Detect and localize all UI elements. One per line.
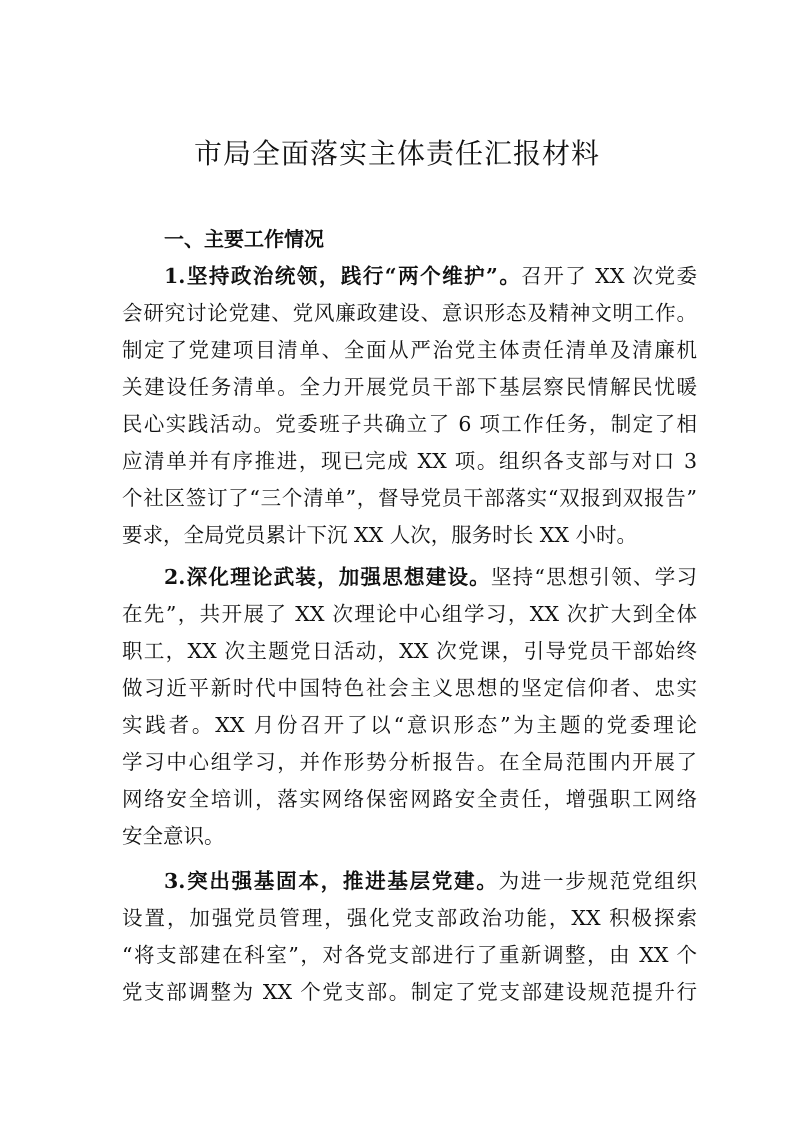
paragraph-text: 为进一步规范党组织: [498, 869, 697, 893]
paragraph-line: 网络安全培训，落实网络保密网路安全责任，增强职工网络: [122, 787, 697, 811]
paragraph-line: 在先”，共开展了 XX 次理论中心组学习，XX 次扩大到全体: [122, 602, 697, 626]
paragraph-line: [164, 864, 697, 898]
paragraph-line: 安全意识。: [122, 824, 225, 848]
paragraph-line: 民心实践活动。党委班子共确立了 6 项工作任务，制定了相: [122, 412, 697, 436]
paragraph-text: 召开了 XX 次党委: [521, 264, 697, 288]
item-heading: 3.突出强基固本，推进基层党建。: [164, 869, 499, 893]
paragraph-line: 党支部调整为 XX 个党支部。制定了党支部建设规范提升行: [122, 980, 697, 1004]
paragraph-line: 做习近平新时代中国特色社会主义思想的坚定信仰者、忠实: [122, 676, 697, 700]
paragraph-line: [164, 560, 697, 594]
paragraph-line: 学习中心组学习，并作形势分析报告。在全局范围内开展了: [122, 750, 697, 774]
paragraph-line: 应清单并有序推进，现已完成 XX 项。组织各支部与对口 3: [122, 449, 697, 473]
item-heading: 2.深化理论武装，加强思想建设。: [164, 565, 491, 589]
paragraph-text: 坚持“思想引领、学习: [490, 565, 697, 589]
section-heading: 一、主要工作情况: [164, 227, 324, 251]
item-heading: 1.坚持政治统领，践行“两个维护”。: [164, 264, 522, 288]
paragraph-line: 个社区签订了“三个清单”，督导党员干部落实“双报到双报告”: [122, 486, 697, 510]
paragraph-line: 关建设任务清单。全力开展党员干部下基层察民情解民忧暖: [122, 375, 697, 399]
paragraph-line: “将支部建在科室”，对各党支部进行了重新调整，由 XX 个: [122, 943, 697, 967]
paragraph-line: 要求，全局党员累计下沉 XX 人次，服务时长 XX 小时。: [122, 523, 637, 547]
paragraph-line: [164, 259, 697, 293]
paragraph-line: 实践者。XX 月份召开了以“意识形态”为主题的党委理论: [122, 713, 697, 737]
paragraph-line: 职工，XX 次主题党日活动，XX 次党课，引导党员干部始终: [122, 639, 697, 663]
paragraph-line: 设置，加强党员管理，强化党支部政治功能，XX 积极探索: [122, 906, 697, 930]
paragraph-line: 制定了党建项目清单、全面从严治党主体责任清单及清廉机: [122, 338, 697, 362]
document-title: 市局全面落实主体责任汇报材料: [193, 137, 600, 170]
paragraph-line: 会研究讨论党建、党风廉政建设、意识形态及精神文明工作。: [122, 301, 697, 325]
